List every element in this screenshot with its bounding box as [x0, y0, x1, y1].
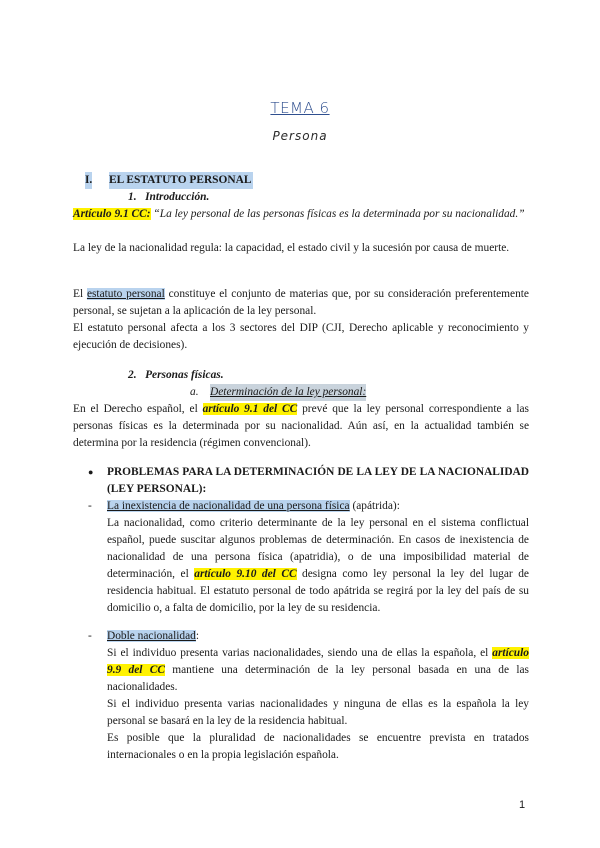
page-title: [0, 100, 600, 117]
section-number: I.: [85, 172, 92, 189]
paragraph-derecho-espanol: En el Derecho español, el artículo 9.1 del CC prevé que la ley personal correspondiente a las personas físicas es la determinada por su nacionalidad. Aún así, en la actualidad también se determina por la residencia (régimen convencional).: [73, 403, 529, 449]
article-reference: Artículo 9.1 CC:: [73, 208, 151, 220]
paragraph-articulo-9-1: [73, 206, 529, 223]
page-subtitle: Persona: [272, 129, 328, 143]
problem-title: La inexistencia de nacionalidad de una persona física: [107, 500, 350, 512]
paragraph-sectores-dip: El estatuto personal afecta a los 3 sectores del DIP (CJI, Derecho aplicable y reconocimiento y ejecución de decisiones).: [73, 322, 529, 351]
section-title: EL ESTATUTO PERSONAL: [109, 172, 253, 189]
article-reference: artículo 9.1 del CC: [202, 403, 298, 415]
bullet-icon: ●: [88, 467, 94, 477]
tema-label: TEMA 6: [270, 99, 330, 117]
dash-icon: -: [88, 500, 92, 512]
problem-item-doble-title: Doble nacionalidad:: [107, 630, 200, 642]
article-reference: artículo 9.9 del CC: [107, 647, 529, 676]
problem-item-apatrida-title: La inexistencia de nacionalidad de una persona física (apátrida):: [107, 500, 400, 512]
problems-heading: PROBLEMAS PARA LA DETERMINACIÓN DE LA LEY DE LA NACIONALIDAD (LEY PERSONAL):: [107, 466, 529, 495]
subsection-letter: a.: [190, 386, 199, 398]
article-quote: “La ley personal de las personas físicas es la determinada por su nacionalidad.”: [153, 208, 525, 220]
dash-icon: -: [88, 630, 92, 642]
paragraph-estatuto-personal: El estatuto personal constituye el conjunto de materias que, por su consideración preferentemente personal, se sujetan a la aplicación de la ley personal.: [73, 288, 529, 317]
highlighted-term: estatuto personal: [86, 288, 165, 300]
problem-item-apatrida-text: La nacionalidad, como criterio determinante de la ley personal en el sistema conflictual español, puede suscitar algunos problemas de determinación. En casos de inexistencia de nacionalidad de una persona física (apatridia), o de una imposibilidad material de determinación, el artículo 9.10 del CC designa como ley personal la ley del lugar de residencia habitual. El estatuto personal de todo apátrida se regirá por la ley del país de su domicilio o, a falta de domicilio, por la ley de su residencia.: [107, 517, 529, 614]
subsection-title: Determinación de la ley personal:: [210, 384, 366, 401]
paragraph-ley-nacionalidad: La ley de la nacionalidad regula: la capacidad, el estado civil y la sucesión por causa de muerte.: [73, 242, 510, 254]
subsection-personas-fisicas: 2. Personas físicas.: [128, 369, 224, 381]
subsection-introduccion: 1. Introducción.: [128, 191, 210, 203]
article-reference: artículo 9.10 del CC: [194, 568, 297, 580]
problem-item-doble-text-3: Es posible que la pluralidad de nacionalidades se encuentre prevista en tratados internacionales o en la propia legislación española.: [107, 732, 529, 761]
problem-item-doble-text: Si el individuo presenta varias nacionalidades, siendo una de ellas la española, el artículo 9.9 del CC mantiene una determinación de la ley personal basada en una de las nacionalidades.: [107, 647, 529, 693]
page-number: 1: [519, 799, 526, 811]
problem-item-doble-text-2: Si el individuo presenta varias nacionalidades y ninguna de ellas es la española la ley personal se basará en la ley de la residencia habitual.: [107, 698, 529, 727]
problem-title: Doble nacionalidad: [107, 630, 196, 642]
